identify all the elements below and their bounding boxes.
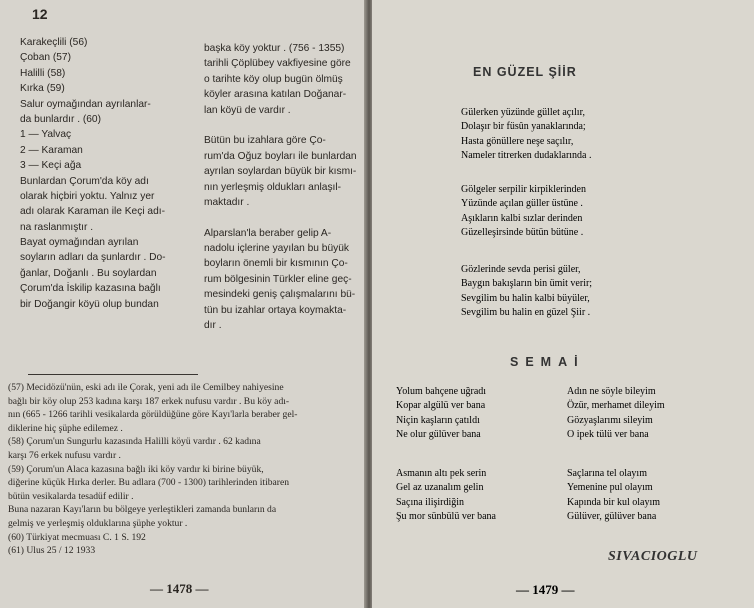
text-line: Aşıkların kalbi sızlar derinden — [461, 212, 583, 224]
text-line: rum bölgesinin Türkler eline geç- — [204, 273, 352, 285]
text-line: Yemenine pul olayım — [567, 482, 653, 494]
text-line: da bunlardır . (60) — [20, 113, 101, 125]
text-line: Salur oymağından ayrılanlar- — [20, 98, 151, 110]
text-line — [204, 118, 366, 133]
footnotes — [8, 381, 364, 558]
text-line: Buna nazaran Kayı'ların bu bölgeye yerleştikleri zamanda bunların da — [8, 504, 277, 516]
right-folio: — 1479 — — [516, 582, 575, 597]
text-line: Güzelleşirsinde bütün bütüne . — [461, 227, 584, 239]
text-line: (60) Türkiyat mecmuası C. 1 S. 192 — [8, 531, 146, 543]
text-line: Özür, merhamet dileyim — [567, 400, 665, 412]
text-line: lan köyü de vardır . — [204, 104, 291, 116]
text-line: Asmanın altı pek serin — [396, 468, 487, 479]
text-line: 2 — Karaman — [20, 144, 83, 156]
text-line: Gözyaşlarımı sileyim — [567, 414, 653, 426]
semai-right-verse-1 — [567, 385, 665, 443]
text-line: Nameler titrerken dudaklarında . — [461, 150, 592, 162]
text-line: Çoban (57) — [20, 52, 71, 64]
text-line: Karakeçlili (56) — [20, 37, 88, 48]
text-line: gelmiş ve yerleşmiş olduklarına şüphe yoktur . — [8, 517, 188, 529]
text-line: Gözlerinde sevda perisi güler, — [461, 264, 581, 275]
left-folio: — 1478 — — [150, 581, 209, 596]
text-line: 3 — Keçi ağa — [20, 160, 82, 172]
text-line: Kopar algülü ver bana — [396, 400, 486, 412]
text-line: diklerine hiç şüphe edilemez . — [8, 422, 123, 434]
text-line: Gel az uzanalım gelin — [396, 482, 484, 494]
text-line: Sevgilim bu halin kalbi büyüler, — [461, 292, 590, 304]
text-line: diğerine küçük Hırka derler. Bu adlara (700 - 1300) tarihlerinden itibaren — [8, 477, 290, 489]
text-line: tün bu izahlar ortaya koymakta- — [204, 304, 347, 316]
text-line: (57) Mecidözü'nün, eski adı ile Çorak, yeni adı ile Cemilbey nahiyesine — [8, 382, 284, 393]
text-line: Yüzünde açılan güller üstüne . — [461, 198, 583, 210]
text-line: maktadır . — [204, 196, 250, 208]
text-line: bağlı bir köy olup 253 kadına karşı 187 erkek nufusu vardır . Bu köy adı- — [8, 395, 290, 407]
left-column-b — [204, 41, 366, 333]
text-line: (58) Çorum'un Sungurlu kazasında Halilli köyü vardır . 62 kadına — [8, 436, 261, 448]
semai-title: SEMAİ — [510, 355, 585, 369]
text-line: Baygın bakışların bin ümit verir; — [461, 278, 593, 290]
text-line: Bayat oymağından ayrılan — [20, 237, 139, 249]
text-line: Niçin kaşların çatıldı — [396, 414, 480, 426]
text-line: Hasta gönüllere neşe saçılır, — [461, 135, 574, 147]
semai-right-verse-2 — [567, 467, 660, 525]
footnote-divider — [28, 374, 198, 375]
text-line: nadolu içlerine yayılan bu büyük — [204, 243, 349, 255]
text-line: Adın ne söyle bileyim — [567, 386, 656, 397]
poem-title: EN GÜZEL ŞİİR — [473, 65, 577, 79]
text-line: Dolaşır bir füsûn yanaklarında; — [461, 121, 586, 133]
text-line: Bunlardan Çorum'da köy adı — [20, 175, 149, 187]
text-line: Alparslan'la beraber gelip A- — [204, 227, 332, 239]
text-line: Sevgilim bu halin en güzel Şiir . — [461, 307, 591, 319]
text-line: bütün vesikalarda tesadüf edilir . — [8, 490, 134, 502]
text-line: nın yerleşmiş oldukları anlaşıl- — [204, 181, 342, 193]
text-line: (61) Ulus 25 / 12 1933 — [8, 545, 96, 557]
text-line: rum'da Oğuz boyları ile bunlardan — [204, 150, 357, 162]
text-line: Bütün bu izahlara göre Ço- — [204, 135, 326, 147]
text-line: na raslanmıştır . — [20, 221, 94, 233]
text-line: başka köy yoktur . (756 - 1355) — [204, 43, 345, 54]
semai-left-verse-2 — [396, 467, 496, 525]
text-line: nın (665 - 1266 tarihli vesikalarda görüldüğüne göre Kayı'larla beraber gel- — [8, 409, 298, 421]
text-line: ayrılan soylardan büyük bir kısmı- — [204, 166, 357, 178]
text-line: karşı 76 erkek nufusu vardır . — [8, 449, 121, 461]
left-column-a — [20, 35, 186, 312]
text-line: dır . — [204, 320, 222, 332]
text-line: Gölgeler serpilir kirpiklerinden — [461, 184, 586, 195]
text-line: mesindeki geniş çalışmalarını bü- — [204, 289, 356, 301]
stanza-3 — [461, 263, 592, 321]
text-line — [204, 210, 366, 225]
text-line: o tarihte köy olup bugün ölmüş — [204, 73, 343, 85]
text-line: Kapında bir kul olayım — [567, 496, 661, 508]
text-line: Kırka (59) — [20, 83, 65, 95]
text-line: adı olarak Karaman ile Keçi adı- — [20, 206, 165, 218]
text-line: Ne olur gülüver bana — [396, 429, 481, 441]
stanza-1 — [461, 106, 592, 164]
text-line: (59) Çorum'un Alaca kazasına bağlı iki köy vardır ki birine büyük, — [8, 463, 264, 475]
left-page — [0, 0, 366, 608]
text-line: Gülüver, gülüver bana — [567, 511, 657, 523]
text-line: boyların önemli bir kısmının Ço- — [204, 258, 348, 270]
text-line: tarihli Çöplübey vakfiyesine göre — [204, 58, 351, 70]
text-line: Çorum'da İskilip kazasına bağlı — [20, 283, 161, 295]
page-number: 12 — [32, 6, 48, 22]
text-line: Halilli (58) — [20, 67, 66, 79]
text-line: olarak hiçbiri yoktu. Yalnız yer — [20, 190, 155, 202]
text-line: Yolum bahçene uğradı — [396, 386, 487, 397]
text-line: bir Doğangir köyü olup bundan — [20, 298, 159, 310]
text-line: soyların adları da şunlardır . Do- — [20, 252, 166, 264]
text-line: Şu mor sünbülü ver bana — [396, 511, 496, 523]
text-line: 1 — Yalvaç — [20, 129, 72, 141]
text-line: Gülerken yüzünde güllet açılır, — [461, 107, 585, 118]
text-line: ğanlar, Doğanlı . Bu soylardan — [20, 267, 157, 279]
stanza-2 — [461, 183, 586, 241]
text-line: O ipek tülü ver bana — [567, 429, 649, 441]
text-line: Saçlarına tel olayım — [567, 468, 647, 479]
semai-left-verse-1 — [396, 385, 486, 443]
author-signature: SIVACIOGLU — [608, 549, 698, 564]
text-line: Saçına ilişirdiğin — [396, 496, 465, 508]
text-line: köyler arasına katılan Doğanar- — [204, 89, 347, 101]
